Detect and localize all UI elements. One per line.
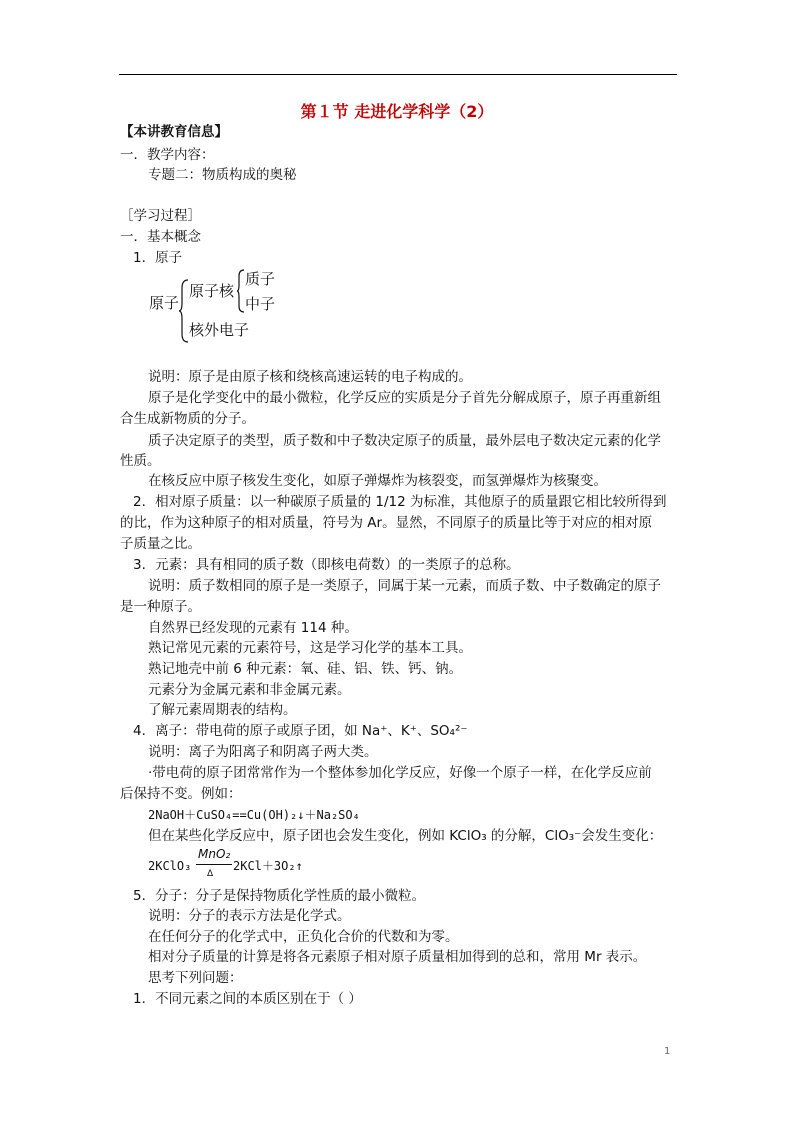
- page-number: 1: [664, 1046, 671, 1057]
- subsection-element: 3．元素：具有相同的质子数（即核电荷数）的一类原子的总称。: [133, 557, 520, 573]
- teaching-content-heading: 一．教学内容：: [120, 147, 215, 163]
- question: 1．不同元素之间的本质区别在于（ ）: [133, 991, 362, 1007]
- equation-left: 2KClO₃: [148, 859, 192, 873]
- paragraph: 说明：分子的表示方法是化学式。: [148, 908, 351, 924]
- paragraph: 熟记地壳中前 6 种元素：氧、硅、铝、铁、钙、钠。: [148, 661, 463, 677]
- paragraph: 思考下列问题：: [148, 970, 243, 986]
- paragraph: 合生成新物质的分子。: [120, 411, 255, 427]
- paragraph: 后保持不变。例如：: [120, 786, 242, 802]
- topic-line: 专题二：物质构成的奥秘: [148, 167, 297, 183]
- paragraph: 原子是化学变化中的最小微粒，化学反应的实质是分子首先分解成原子，原子再重新组: [148, 390, 661, 406]
- paragraph: 元素分为金属元素和非金属元素。: [148, 682, 351, 698]
- subsection-molecule: 5．分子：分子是保持物质化学性质的最小微粒。: [133, 888, 426, 904]
- paragraph: 是一种原子。: [120, 599, 201, 615]
- paragraph: 了解元素周期表的结构。: [148, 702, 297, 718]
- header-rule: [119, 74, 677, 75]
- page-title: 第１节 走进化学科学（2）: [300, 102, 494, 121]
- diagram-atom-label: 原子: [149, 294, 180, 312]
- paragraph: 说明：原子是由原子核和绕核高速运转的电子构成的。: [148, 369, 472, 385]
- paragraph: 在核反应中原子核发生变化，如原子弹爆炸为核裂变，而氢弹爆炸为核聚变。: [148, 473, 607, 489]
- paragraph: 但在某些化学反应中，原子团也会发生变化，例如 KClO₃ 的分解，ClO₃⁻会发生变化：: [148, 828, 663, 844]
- subsection-relative-atomic-mass: 2．相对原子质量：以一种碳原子质量的 1/12 为标准，其他原子的质量跟它相比较所得到: [133, 494, 667, 510]
- basic-concepts-heading: 一．基本概念: [120, 229, 201, 245]
- paragraph: 熟记常见元素的元素符号，这是学习化学的基本工具。: [148, 640, 472, 656]
- subsection-ion: 4．离子：带电荷的原子或原子团，如 Na⁺、K⁺、SO₄²⁻: [133, 723, 468, 739]
- equation-catalyst: MnO₂: [198, 847, 231, 861]
- subsection-atom: 1．原子: [133, 250, 183, 266]
- equation-arrow-line: [196, 864, 232, 865]
- paragraph: ·带电荷的原子团常常作为一个整体参加化学反应，好像一个原子一样，在化学反应前: [148, 765, 652, 781]
- paragraph: 自然界已经发现的元素有 114 种。: [148, 620, 358, 636]
- equation-right: 2KCl＋3O₂↑: [233, 859, 303, 873]
- diagram-nucleus-label: 原子核: [189, 282, 235, 300]
- equation-condition: Δ: [207, 869, 214, 879]
- paragraph: 在任何分子的化学式中，正负化合价的代数和为零。: [148, 929, 459, 945]
- paragraph: 说明：离子为阳离子和阴离子两大类。: [148, 744, 378, 760]
- paragraph: 相对分子质量的计算是将各元素原子相对原子质量相加得到的总和，常用 Mr 表示。: [148, 949, 647, 965]
- chemical-equation: 2NaOH＋CuSO₄==Cu(OH)₂↓＋Na₂SO₄: [148, 808, 360, 822]
- section-header: 【本讲教育信息】: [120, 124, 228, 140]
- diagram-proton-label: 质子: [245, 270, 276, 288]
- paragraph: 说明：质子数相同的原子是一类原子，同属于某一元素，而质子数、中子数确定的原子: [148, 578, 661, 594]
- paragraph: 的比，作为这种原子的相对质量，符号为 Ar。显然，不同原子的质量比等于对应的相对原: [120, 515, 653, 531]
- paragraph: 性质。: [120, 453, 161, 469]
- diagram-neutron-label: 中子: [245, 295, 276, 313]
- paragraph: 子质量之比。: [120, 536, 201, 552]
- diagram-electron-label: 核外电子: [189, 321, 250, 339]
- paragraph: 质子决定原子的类型，质子数和中子数决定原子的质量，最外层电子数决定元素的化学: [148, 433, 661, 449]
- learning-process-heading: ［学习过程］: [120, 208, 201, 224]
